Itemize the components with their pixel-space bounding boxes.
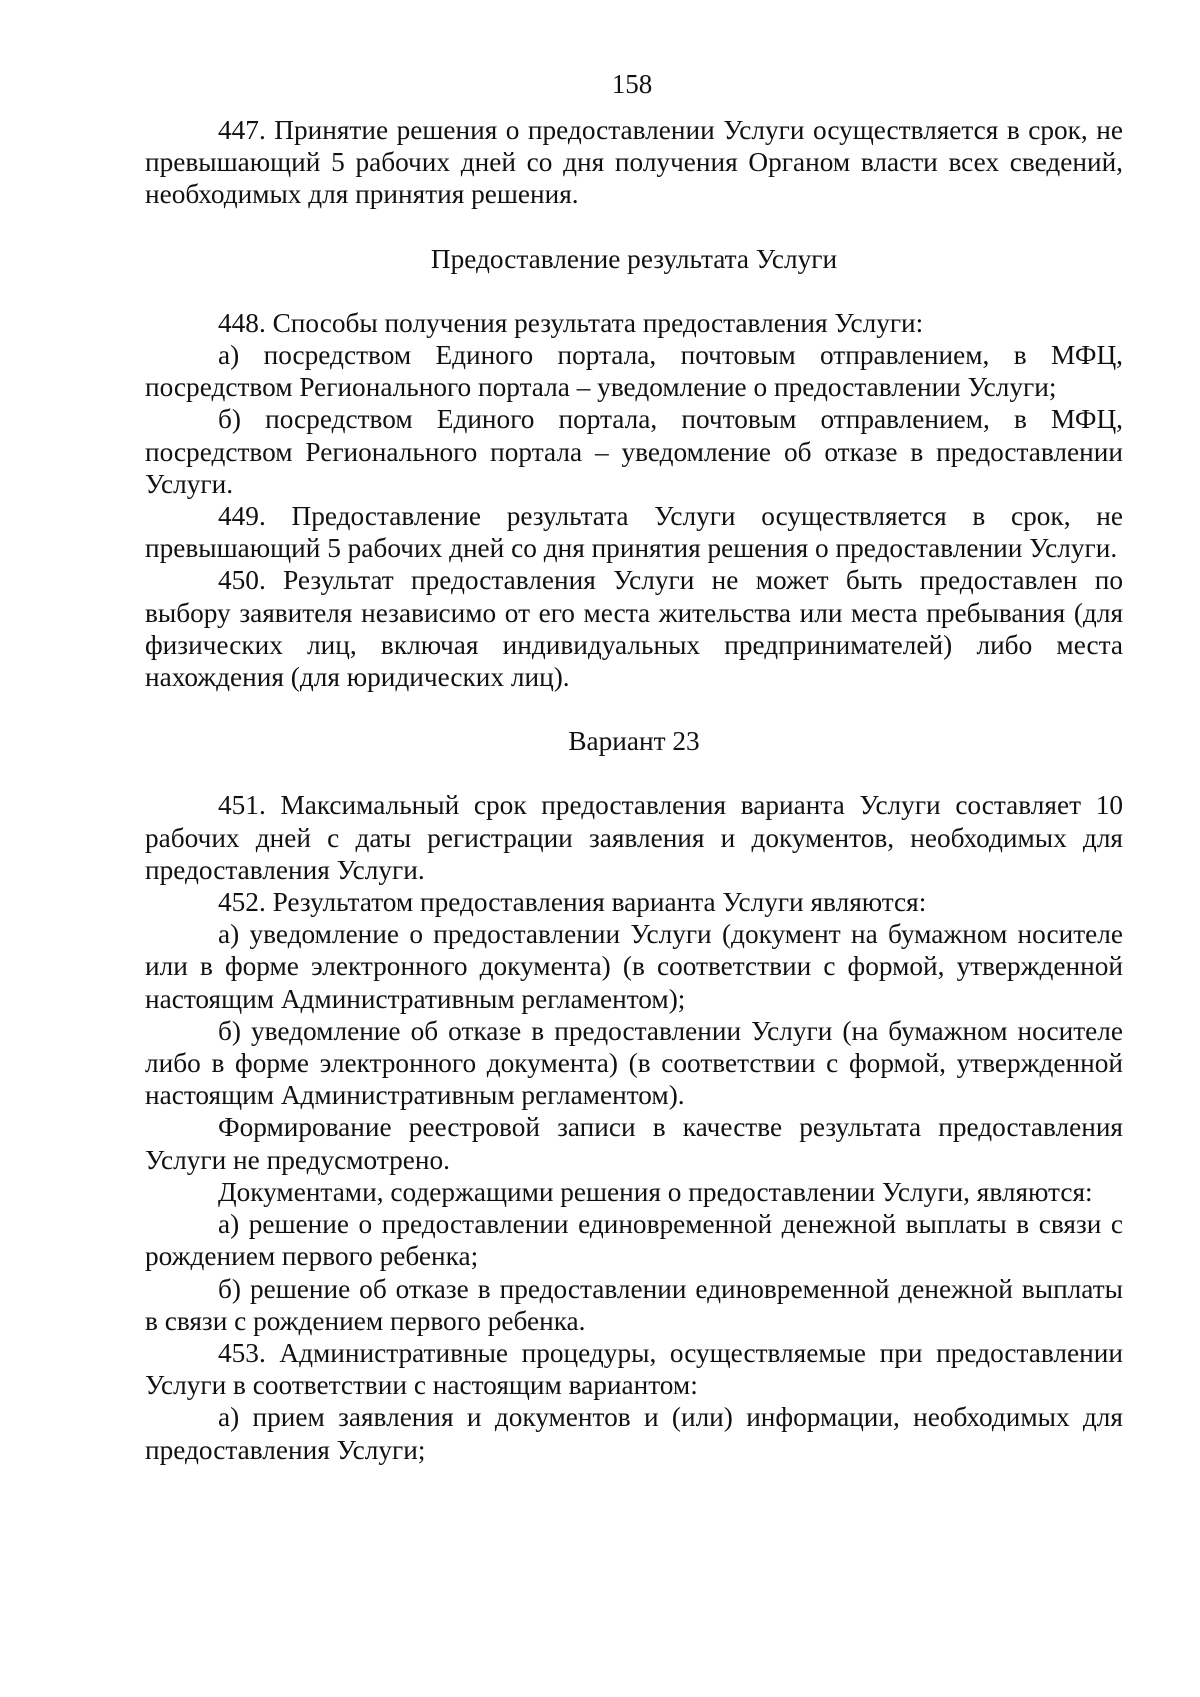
paragraph-448-b: б) посредством Единого портала, почтовым отправлением, в МФЦ, посредством Регионального портала – уведомление об отказе в предоставлении Услуги. [145, 404, 1123, 499]
document-body [145, 114, 1123, 1466]
paragraph-decision-a: а) решение о предоставлении единовременной денежной выплаты в связи с рождением первого ребенка; [145, 1209, 1123, 1272]
paragraph-decision-b: б) решение об отказе в предоставлении единовременной денежной выплаты в связи с рождением первого ребенка. [145, 1273, 1123, 1336]
paragraph-452: 452. Результатом предоставления варианта Услуги являются: [218, 887, 927, 918]
spacer [145, 275, 1123, 307]
paragraph-registry-record: Формирование реестровой записи в качестве результата предоставления Услуги не предусмотрено. [145, 1112, 1123, 1175]
paragraph-447: 447. Принятие решения о предоставлении Услуги осуществляется в срок, не превышающий 5 рабочих дней со дня получения Органом власти всех сведений, необходимых для принятия решения. [145, 115, 1123, 210]
paragraph-448: 448. Способы получения результата предоставления Услуги: [218, 307, 924, 338]
paragraph-452-a: а) уведомление о предоставлении Услуги (документ на бумажном носителе или в форме электронного документа) (в соответствии с формой, утвержденной настоящим Административным регламентом); [145, 919, 1123, 1014]
paragraph-449: 449. Предоставление результата Услуги осуществляется в срок, не превышающий 5 рабочих дней со дня принятия решения о предоставлении Услуги. [145, 501, 1123, 564]
paragraph-453: 453. Административные процедуры, осуществляемые при предоставлении Услуги в соответствии с настоящим вариантом: [145, 1337, 1123, 1401]
section-heading-result: Предоставление результата Услуги [430, 243, 838, 274]
spacer [145, 693, 1123, 725]
section-heading-variant-23: Вариант 23 [568, 726, 700, 757]
page-number: 158 [611, 69, 653, 99]
spacer [145, 211, 1123, 243]
paragraph-decision-documents: Документами, содержащими решения о предоставлении Услуги, являются: [218, 1176, 1093, 1207]
spacer [145, 757, 1123, 789]
paragraph-451: 451. Максимальный срок предоставления варианта Услуги составляет 10 рабочих дней с даты регистрации заявления и документов, необходимых для предоставления Услуги. [145, 790, 1123, 885]
paragraph-453-a: а) прием заявления и документов и (или) информации, необходимых для предоставления Услуги; [145, 1402, 1123, 1465]
paragraph-450: 450. Результат предоставления Услуги не может быть предоставлен по выбору заявителя независимо от его места жительства или места пребывания (для физических лиц, включая индивидуальных предпринимателей) либо места нахождения (для юридических лиц). [145, 565, 1123, 693]
paragraph-448-a: а) посредством Единого портала, почтовым отправлением, в МФЦ, посредством Регионального портала – уведомление о предоставлении Услуги; [145, 340, 1123, 403]
paragraph-452-b: б) уведомление об отказе в предоставлении Услуги (на бумажном носителе либо в форме электронного документа) (в соответствии с формой, утвержденной настоящим Административным регламентом). [145, 1015, 1123, 1111]
